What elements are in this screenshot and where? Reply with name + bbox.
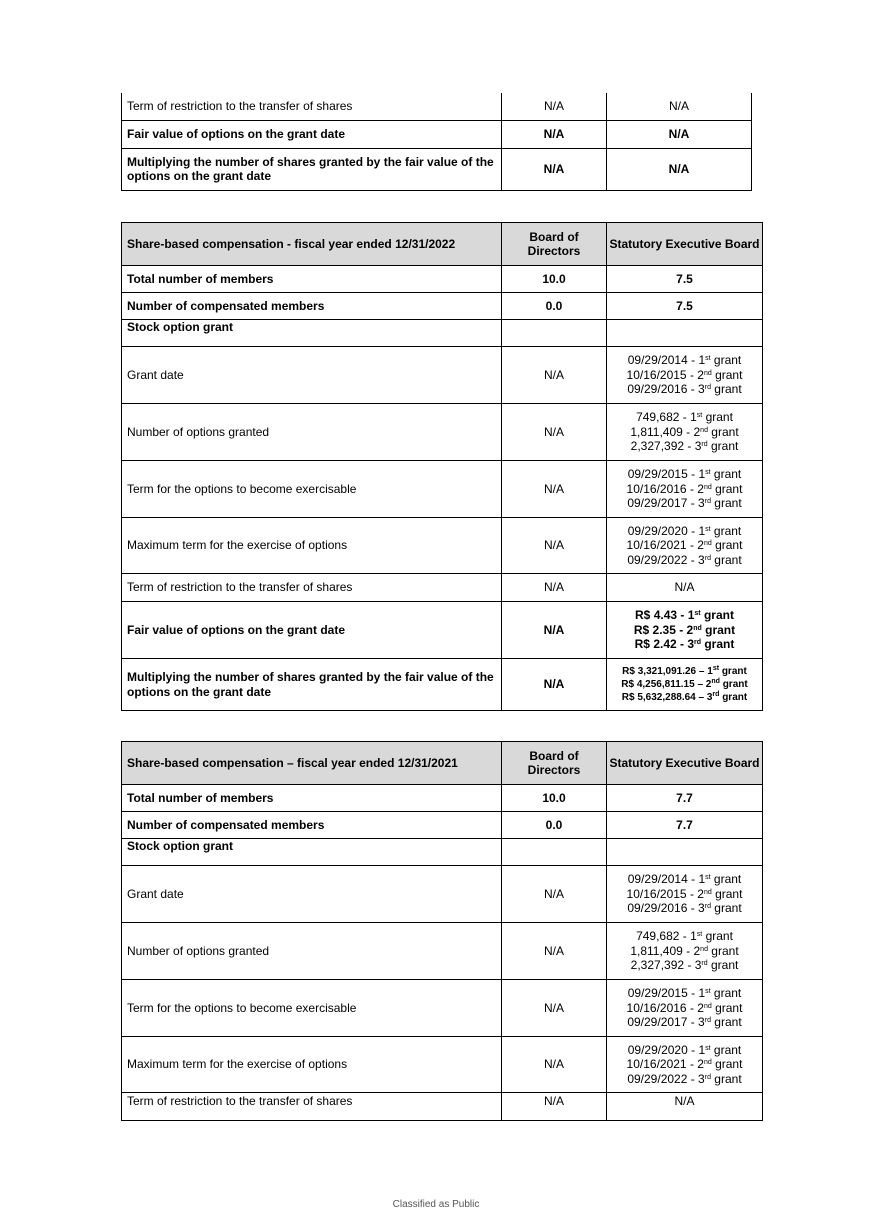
exec-value [607, 404, 763, 461]
empty-cell [607, 839, 763, 866]
exec-value [607, 602, 763, 659]
exec-value [607, 980, 763, 1037]
exec-value [607, 866, 763, 923]
grant-line: 09/29/2015 - 1st grant [627, 986, 742, 1001]
board-value: N/A [502, 347, 607, 404]
grant-line: R$ 4,256,811.15 – 2nd grant [621, 678, 748, 690]
table-row [122, 347, 763, 404]
board-value: N/A [502, 980, 607, 1037]
grant-line: R$ 4.43 - 1st grant [635, 608, 734, 623]
row-label: Number of compensated members [122, 812, 502, 839]
empty-cell [607, 320, 763, 347]
table-row [122, 120, 752, 148]
grant-line: 1,811,409 - 2nd grant [630, 424, 739, 439]
grant-line: 09/29/2020 - 1st grant [627, 1042, 742, 1057]
table-row [122, 320, 763, 347]
grant-line: R$ 2.35 - 2nd grant [633, 622, 736, 637]
row-label: Maximum term for the exercise of options [122, 518, 502, 574]
exec-value: 7.7 [607, 812, 763, 839]
exec-value [607, 347, 763, 404]
exec-value: N/A [607, 1093, 763, 1121]
exec-column-header: Statutory Executive Board [607, 742, 763, 785]
grant-line: R$ 2.42 - 3rd grant [634, 637, 735, 652]
grant-line: 10/16/2021 - 2nd grant [626, 1057, 743, 1072]
grant-line: 09/29/2017 - 3rd grant [627, 496, 742, 511]
board-value: 10.0 [502, 266, 607, 293]
board-value: N/A [502, 93, 607, 120]
table-row [122, 812, 763, 839]
exec-value [607, 659, 763, 711]
table-row [122, 574, 763, 602]
exec-value: 7.7 [607, 785, 763, 812]
table-row [122, 404, 763, 461]
table-row [122, 461, 763, 518]
board-value: N/A [502, 120, 607, 148]
empty-cell [502, 839, 607, 866]
grant-line: 2,327,392 - 3rd grant [630, 958, 739, 973]
table-row [122, 293, 763, 320]
grant-line: 10/16/2015 - 2nd grant [626, 886, 743, 901]
row-label: Multiplying the number of shares granted by the fair value of the options on the grant date [122, 148, 502, 190]
table-row [122, 980, 763, 1037]
row-label: Multiplying the number of shares granted by the fair value of the options on the grant date [122, 659, 502, 711]
table-row [122, 1093, 763, 1121]
grant-line: 09/29/2017 - 3rd grant [627, 1015, 742, 1030]
grant-line: 09/29/2014 - 1st grant [627, 353, 742, 368]
board-value: N/A [502, 659, 607, 711]
grant-line: 09/29/2015 - 1st grant [627, 467, 742, 482]
board-value: N/A [502, 518, 607, 574]
row-label: Term for the options to become exercisable [122, 461, 502, 518]
exec-value [607, 518, 763, 574]
empty-cell [502, 320, 607, 347]
grant-line: 09/29/2022 - 3rd grant [627, 552, 742, 567]
board-value: N/A [502, 574, 607, 602]
grant-line: 749,682 - 1st grant [636, 929, 733, 944]
table-header-row [122, 742, 763, 785]
board-column-header: Board of Directors [502, 223, 607, 266]
row-label: Total number of members [122, 785, 502, 812]
grant-line: 10/16/2021 - 2nd grant [626, 538, 743, 553]
board-value: 0.0 [502, 293, 607, 320]
board-value: N/A [502, 461, 607, 518]
exec-value [607, 461, 763, 518]
board-value: N/A [502, 923, 607, 980]
grant-line: 2,327,392 - 3rd grant [630, 439, 739, 454]
exec-column-header: Statutory Executive Board [607, 223, 763, 266]
table-row [122, 923, 763, 980]
row-label: Fair value of options on the grant date [122, 120, 502, 148]
exec-value [607, 1037, 763, 1093]
grant-line: 10/16/2015 - 2nd grant [626, 367, 743, 382]
table-title: Share-based compensation - fiscal year ended 12/31/2022 [122, 223, 502, 266]
grant-line: 09/29/2020 - 1st grant [627, 523, 742, 538]
board-value: 0.0 [502, 812, 607, 839]
grant-line: 749,682 - 1st grant [636, 410, 733, 425]
exec-value: N/A [607, 120, 752, 148]
table-row [122, 266, 763, 293]
section-label: Stock option grant [122, 839, 502, 866]
table-row [122, 866, 763, 923]
board-value: N/A [502, 148, 607, 190]
grant-line: 09/29/2014 - 1st grant [627, 872, 742, 887]
exec-value: N/A [607, 93, 752, 120]
table-row [122, 659, 763, 711]
share-compensation-2021-table [121, 741, 763, 1121]
share-compensation-2022-table [121, 222, 763, 711]
grant-line: 10/16/2016 - 2nd grant [626, 1000, 743, 1015]
row-label: Grant date [122, 347, 502, 404]
board-value: 10.0 [502, 785, 607, 812]
table-row [122, 785, 763, 812]
row-label: Term of restriction to the transfer of shares [122, 574, 502, 602]
table-row [122, 518, 763, 574]
table-row [122, 148, 752, 190]
row-label: Total number of members [122, 266, 502, 293]
section-label: Stock option grant [122, 320, 502, 347]
row-label: Number of options granted [122, 923, 502, 980]
exec-value [607, 923, 763, 980]
grant-line: R$ 5,632,288.64 – 3rd grant [621, 691, 748, 703]
board-value: N/A [502, 404, 607, 461]
table-title: Share-based compensation – fiscal year ended 12/31/2021 [122, 742, 502, 785]
exec-value: N/A [607, 148, 752, 190]
table-row [122, 93, 752, 120]
grant-line: 09/29/2022 - 3rd grant [627, 1071, 742, 1086]
board-value: N/A [502, 1037, 607, 1093]
board-column-header: Board of Directors [502, 742, 607, 785]
table-row [122, 1037, 763, 1093]
exec-value: 7.5 [607, 293, 763, 320]
row-label: Term for the options to become exercisable [122, 980, 502, 1037]
grant-line: R$ 3,321,091.26 – 1st grant [622, 665, 747, 677]
grant-line: 09/29/2016 - 3rd grant [627, 382, 742, 397]
board-value: N/A [502, 866, 607, 923]
row-label: Term of restriction to the transfer of shares [122, 93, 502, 120]
grant-line: 1,811,409 - 2nd grant [630, 943, 739, 958]
row-label: Number of compensated members [122, 293, 502, 320]
table-header-row [122, 223, 763, 266]
row-label: Grant date [122, 866, 502, 923]
exec-value: 7.5 [607, 266, 763, 293]
exec-value: N/A [607, 574, 763, 602]
table-row [122, 602, 763, 659]
row-label: Maximum term for the exercise of options [122, 1037, 502, 1093]
board-value: N/A [502, 602, 607, 659]
row-label: Number of options granted [122, 404, 502, 461]
grant-line: 10/16/2016 - 2nd grant [626, 481, 743, 496]
row-label: Fair value of options on the grant date [122, 602, 502, 659]
row-label: Term of restriction to the transfer of shares [122, 1093, 502, 1121]
grant-line: 09/29/2016 - 3rd grant [627, 901, 742, 916]
classification-footer: Classified as Public [392, 1199, 480, 1210]
board-value: N/A [502, 1093, 607, 1121]
continuation-table [121, 93, 752, 191]
table-row [122, 839, 763, 866]
